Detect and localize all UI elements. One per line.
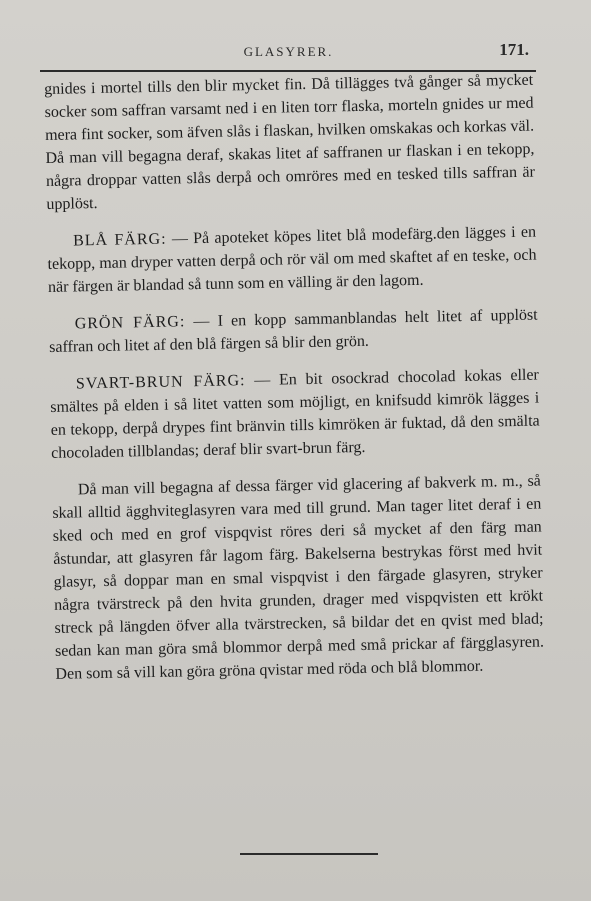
paragraph-saffran-continued bbox=[44, 69, 536, 216]
paragraph-svart-brun-farg bbox=[50, 364, 541, 465]
section-heading: BLÅ FÄRG: bbox=[72, 230, 167, 250]
paragraph-text: — En bit osockrad chocolad kokas eller smältes på elden i så litet vatten som möjligt, en knifsudd kimrök lägges i en tekopp, derpå drypes fint bränvin tills kimröken är fuktad, då den smälta chocoladen tillblandas; deraf blir svart-brun färg. bbox=[50, 366, 540, 462]
paragraph-text: gnides i mortel tills den blir mycket fin. Då tillägges två gånger så mycket socker som saffran varsamt ned i en liten torr flaska, morteln gnides ur med mera fint socker, som äfven slås i flaskan, hvilken omskakas och korkas väl. Då man vill begagna deraf, skakas litet af saffranen ur flaskan i en tekopp, några droppar vatten slås derpå och omröres med en tesked tills saffran är upplöst. bbox=[44, 71, 536, 213]
section-heading: GRÖN FÄRG: bbox=[74, 313, 186, 333]
paragraph-text: — På apoteket köpes litet blå modefärg.den lägges i en tekopp, man dryper vatten derpå och rör väl om med skaftet af en teske, och när färgen är blandad så tunn som en välling är den lagom. bbox=[47, 223, 537, 296]
body-text bbox=[44, 69, 545, 686]
paragraph-text: — I en kopp sammanblandas helt litet af upplöst saffran och litet af den blå färgen så blir den grön. bbox=[49, 306, 538, 356]
section-end-rule bbox=[240, 853, 378, 855]
page-number: 171. bbox=[499, 40, 529, 59]
paragraph-gron-farg bbox=[49, 304, 539, 359]
paragraph-bla-farg bbox=[47, 221, 537, 299]
paragraph-text: Då man vill begagna af dessa färger vid glacering af bakverk m. m., så skall alltid ägghviteglasyren vara med till grund. Man tager litet deraf i en sked och med en grof vispqvist röres deri så mycket af den färg man åstundar, att glasyren får lagom färg. Bakelserna bestrykas först med hvit glasyr, så doppar man en smal vispqvist i den färgade glasyren, stryker några tvärstreck på den hvita grunden, drager med vispqvisten ett krökt streck på längden öfver alla tvärstrecken, så bildar det en qvist med blad; sedan kan man göra små blommor derpå med små prickar af färgglasyren. Den som så vill kan göra gröna qvistar med röda och blå blommor. bbox=[52, 472, 545, 683]
running-head: GLASYRER. bbox=[243, 44, 334, 59]
page-header bbox=[38, 40, 539, 66]
section-heading: SVART-BRUN FÄRG: bbox=[75, 372, 246, 393]
paragraph-glacering bbox=[52, 470, 545, 686]
